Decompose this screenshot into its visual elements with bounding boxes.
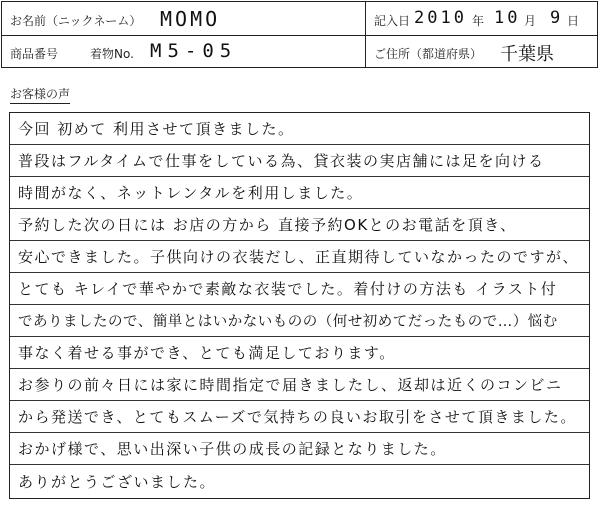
comment-line (10, 145, 589, 177)
product-number-label: 商品番号 (10, 47, 59, 61)
kimono-number-value: M5-05 (150, 40, 238, 62)
form-row-1 (2, 2, 597, 36)
name-label: お名前（ニックネーム） (10, 14, 142, 28)
comment-line (10, 113, 589, 145)
comment-text: とても キレイで華やかで素敵な衣装でした。着付けの方法も イラスト付 (18, 280, 558, 298)
date-month-unit: 月 (524, 14, 537, 28)
comment-line (10, 465, 589, 497)
comment-line (10, 273, 589, 305)
comment-text: から発送でき、とてもスムーズで気持ちの良いお取引をさせて頂きました。 (18, 408, 577, 426)
address-label: ご住所（都道府県） (374, 47, 483, 61)
kimono-number-label: 着物No. (90, 47, 134, 61)
header-form (1, 1, 598, 68)
comment-text: ありがとうございました。 (18, 473, 217, 491)
comment-text: お参りの前々日には家に時間指定で届きましたし、返却は近くのコンビニ (18, 376, 563, 394)
comment-line (10, 305, 589, 337)
section-title: お客様の声 (10, 85, 70, 104)
comment-text: 安心できました。子供向けの衣装だし、正直期待していなかったのですが、 (18, 248, 580, 266)
date-label: 記入日 (374, 14, 411, 28)
date-day: 9 (550, 8, 561, 28)
comment-line (10, 401, 589, 433)
comment-line (10, 209, 589, 241)
date-month: 10 (494, 8, 521, 28)
comment-text: 時間がなく、ネットレンタルを利用しました。 (18, 184, 364, 202)
comment-line (10, 337, 589, 369)
address-value: 千葉県 (500, 44, 554, 65)
comment-text: 事なく着せる事ができ、とても満足しております。 (18, 344, 396, 362)
date-day-unit: 日 (567, 14, 580, 28)
comment-text: 予約した次の日には お店の方から 直接予約OKとのお電話を頂き、 (18, 216, 517, 234)
comment-line (10, 433, 589, 465)
comment-line (10, 369, 589, 401)
date-year-unit: 年 (472, 14, 485, 28)
comment-box (9, 112, 590, 499)
form-row-2 (2, 35, 597, 68)
date-year: 2010 (414, 8, 467, 28)
form-divider (365, 35, 366, 68)
comment-text: 今回 初めて 利用させて頂きました。 (18, 120, 295, 138)
comment-text: 普段はフルタイムで仕事をしている為、貸衣装の実店舗には足を向ける (18, 152, 545, 170)
comment-text: おかげ様で、思い出深い子供の成長の記録となりました。 (18, 440, 447, 458)
name-value: MOMO (160, 7, 221, 31)
comment-line (10, 177, 589, 209)
form-divider (365, 2, 366, 35)
comment-text: でありましたので、簡単とはいかないものの（何せ初めてだったもので…）悩む (18, 314, 558, 330)
comment-line (10, 241, 589, 273)
